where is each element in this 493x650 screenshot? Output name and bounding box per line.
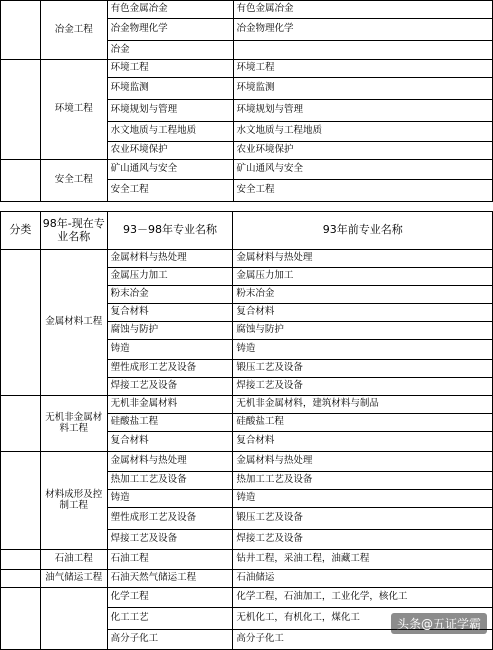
category-cell	[1, 250, 41, 396]
before-name-cell: 石油储运	[233, 570, 493, 588]
before-name-cell: 安全工程	[233, 180, 492, 202]
major-name-cell	[40, 588, 107, 650]
before-name-cell: 环境监测	[233, 78, 492, 100]
mid-name-cell: 塑性成形工艺及设备	[107, 360, 233, 378]
mid-name-cell: 焊接工艺及设备	[107, 378, 233, 396]
category-cell	[1, 1, 41, 60]
before-name-cell: 铸造	[233, 340, 493, 360]
mid-name-cell: 石油工程	[107, 550, 233, 570]
mid-name-cell: 金属压力加工	[107, 268, 233, 286]
mid-name-cell: 复合材料	[107, 432, 233, 452]
before-name-cell: 环境工程	[233, 60, 492, 78]
mid-name-cell: 农业环境保护	[107, 142, 233, 160]
before-name-cell: 高分子化工	[233, 630, 493, 650]
table-row	[1, 550, 493, 570]
before-name-cell: 锻压工艺及设备	[233, 508, 493, 530]
mid-name-cell: 铸造	[107, 490, 233, 508]
major-name-cell: 无机非金属材料工程	[40, 396, 107, 452]
before-name-cell: 金属压力加工	[233, 268, 493, 286]
before-name-cell: 硅酸盐工程	[233, 414, 493, 432]
category-cell	[1, 588, 41, 650]
table-gap	[0, 202, 493, 211]
major-name-cell: 油气储运工程	[40, 570, 107, 588]
before-name-cell	[233, 41, 492, 60]
before-name-cell: 复合材料	[233, 304, 493, 322]
mid-name-cell: 无机非金属材料	[107, 396, 233, 414]
major-name-cell: 安全工程	[40, 160, 107, 202]
mid-name-cell: 矿山通风与安全	[107, 160, 233, 180]
mid-name-cell: 环境监测	[107, 78, 233, 100]
mid-name-cell: 安全工程	[107, 180, 233, 202]
table-row	[1, 1, 493, 19]
category-cell	[1, 396, 41, 452]
mid-name-cell: 塑性成形工艺及设备	[107, 508, 233, 530]
table-row	[1, 60, 493, 78]
major-name-cell: 材料成形及控制工程	[40, 452, 107, 550]
before-name-cell: 矿山通风与安全	[233, 160, 492, 180]
major-name-cell: 冶金工程	[40, 1, 107, 60]
mid-name-cell: 冶金	[107, 41, 233, 60]
major-name-cell: 环境工程	[40, 60, 107, 160]
before-name-cell: 复合材料	[233, 432, 493, 452]
majors-table-bottom	[0, 211, 493, 650]
mid-name-cell: 粉末冶金	[107, 286, 233, 304]
before-name-cell: 腐蚀与防护	[233, 322, 493, 340]
before-name-cell: 钻井工程，采油工程，油藏工程	[233, 550, 493, 570]
before-name-cell: 金属材料与热处理	[233, 452, 493, 472]
category-cell	[1, 60, 41, 160]
before-name-cell: 热加工工艺及设备	[233, 472, 493, 490]
table-row	[1, 452, 493, 472]
mid-name-cell: 复合材料	[107, 304, 233, 322]
header-row	[1, 212, 493, 250]
before-name-cell: 环境规划与管理	[233, 100, 492, 122]
mid-name-cell: 水文地质与工程地质	[107, 122, 233, 142]
mid-name-cell: 化工工艺	[107, 608, 233, 630]
mid-name-cell: 金属材料与热处理	[107, 250, 233, 268]
header-before-name: 93年前专业名称	[233, 212, 493, 250]
before-name-cell: 农业环境保护	[233, 142, 492, 160]
mid-name-cell: 化学工程	[107, 588, 233, 608]
before-name-cell: 铸造	[233, 490, 493, 508]
before-name-cell: 冶金物理化学	[233, 19, 492, 41]
header-mid-name: 93－98年专业名称	[107, 212, 233, 250]
before-name-cell: 无机非金属材料，建筑材料与制品	[233, 396, 493, 414]
before-name-cell: 焊接工艺及设备	[233, 378, 493, 396]
table-row	[1, 396, 493, 414]
mid-name-cell: 硅酸盐工程	[107, 414, 233, 432]
header-current-name: 98年-现在专业名称	[40, 212, 107, 250]
mid-name-cell: 腐蚀与防护	[107, 322, 233, 340]
category-cell	[1, 550, 41, 570]
before-name-cell: 化学工程，石油加工，工业化学，核化工	[233, 588, 493, 608]
before-name-cell: 金属材料与热处理	[233, 250, 493, 268]
watermark: 头条@五证学霸	[391, 613, 487, 634]
table-row	[1, 570, 493, 588]
mid-name-cell: 铸造	[107, 340, 233, 360]
mid-name-cell: 环境工程	[107, 60, 233, 78]
category-cell	[1, 452, 41, 550]
mid-name-cell: 金属材料与热处理	[107, 452, 233, 472]
table-row	[1, 588, 493, 608]
table-row	[1, 160, 493, 180]
before-name-cell: 粉末冶金	[233, 286, 493, 304]
mid-name-cell: 有色金属冶金	[107, 1, 233, 19]
before-name-cell: 焊接工艺及设备	[233, 530, 493, 550]
mid-name-cell: 冶金物理化学	[107, 19, 233, 41]
table-row	[1, 250, 493, 268]
before-name-cell: 水文地质与工程地质	[233, 122, 492, 142]
major-name-cell: 金属材料工程	[40, 250, 107, 396]
mid-name-cell: 高分子化工	[107, 630, 233, 650]
majors-table-top	[0, 0, 493, 202]
major-name-cell: 石油工程	[40, 550, 107, 570]
mid-name-cell: 焊接工艺及设备	[107, 530, 233, 550]
before-name-cell: 无机化工，有机化工，煤化工	[233, 608, 493, 630]
before-name-cell: 有色金属冶金	[233, 1, 492, 19]
before-name-cell: 锻压工艺及设备	[233, 360, 493, 378]
header-category: 分类	[1, 212, 41, 250]
category-cell	[1, 160, 41, 202]
category-cell	[1, 570, 41, 588]
mid-name-cell: 石油天然气储运工程	[107, 570, 233, 588]
mid-name-cell: 热加工工艺及设备	[107, 472, 233, 490]
mid-name-cell: 环境规划与管理	[107, 100, 233, 122]
